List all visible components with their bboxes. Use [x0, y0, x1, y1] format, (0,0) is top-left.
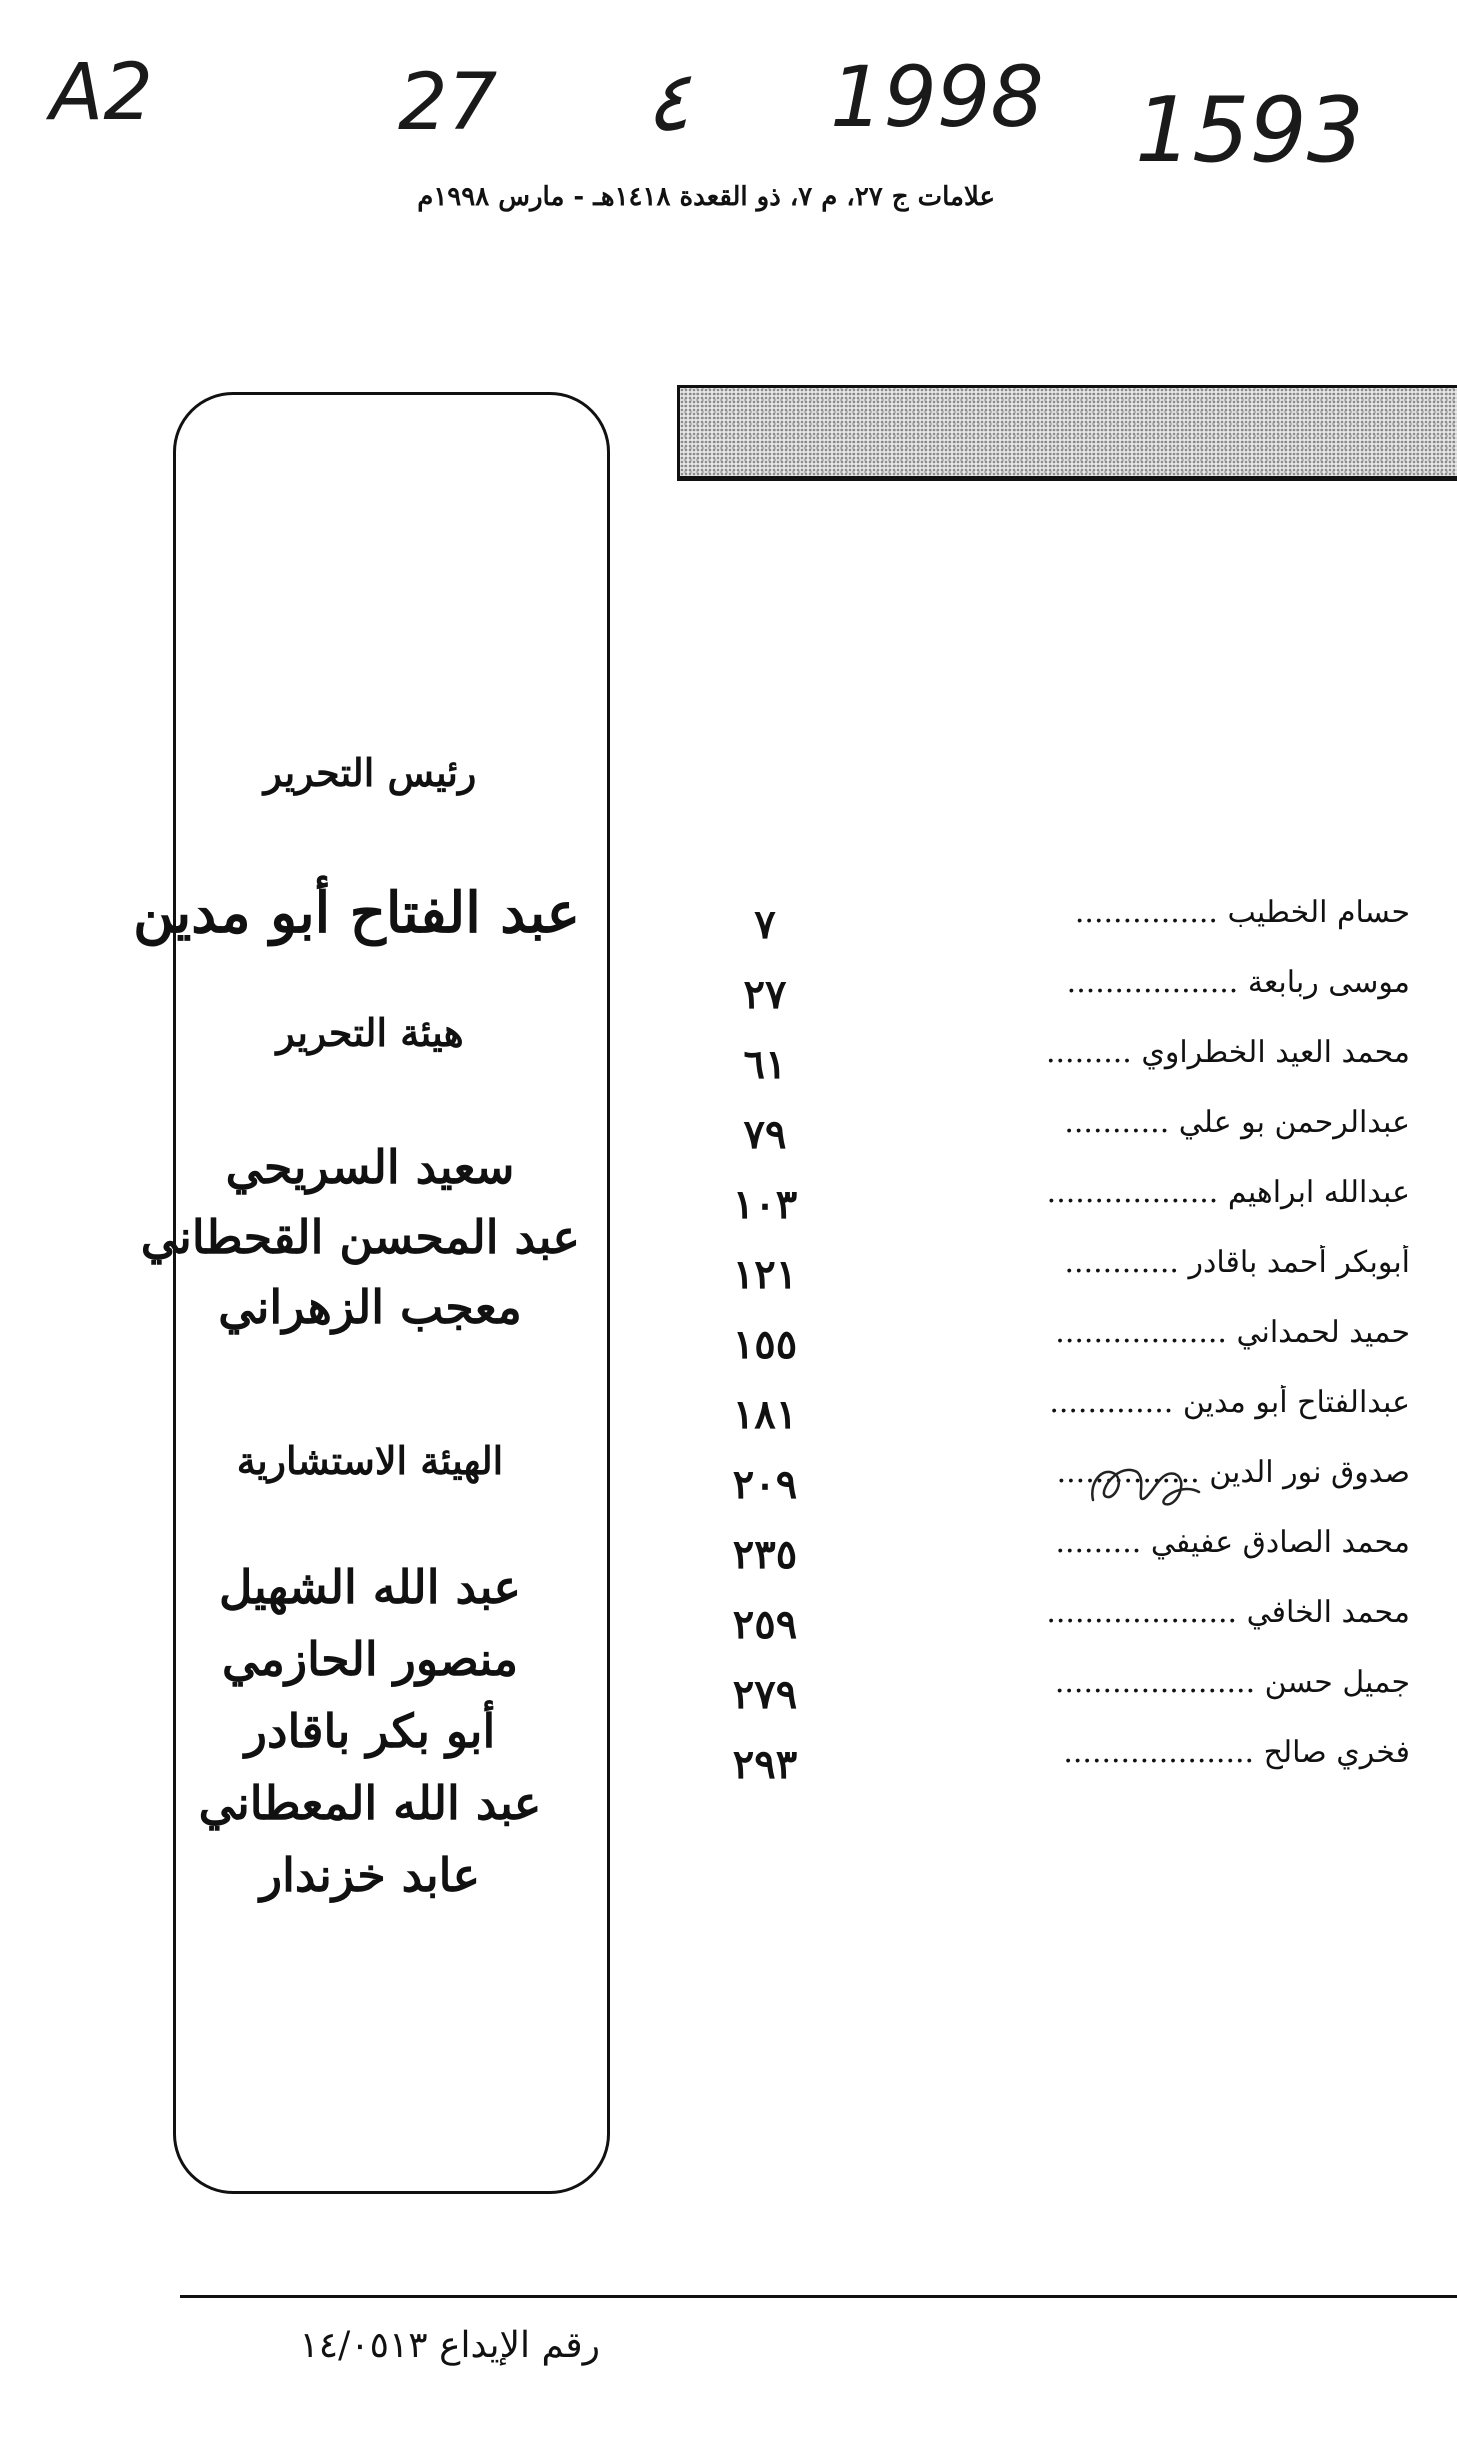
toc-author: أبوبكر أحمد باقادر ............: [1064, 1245, 1410, 1280]
table-of-contents: [690, 895, 1410, 1805]
advisory-board-title: الهيئة الاستشارية: [236, 1438, 504, 1483]
toc-page-number: ٢٩٣: [732, 1741, 798, 1788]
handwritten-date-year: 1998: [830, 48, 1044, 146]
toc-author: محمد الخافي ....................: [1046, 1595, 1410, 1630]
toc-row: [690, 1385, 1410, 1455]
toc-page-number: ١٨١: [732, 1391, 798, 1438]
toc-row: [690, 1175, 1410, 1245]
toc-page-number: ٧٩: [743, 1111, 787, 1158]
bottom-divider: [180, 2295, 1457, 2298]
handwritten-initials-mark: [1085, 1452, 1205, 1518]
toc-author: حميد لحمداني ..................: [1055, 1315, 1410, 1350]
editorial-board-member: عبد المحسن القحطاني: [140, 1210, 580, 1264]
toc-page-number: ٢٧: [743, 971, 787, 1018]
advisory-board-member: أبو بكر باقادر: [244, 1704, 496, 1758]
toc-author: عبدالرحمن بو علي ...........: [1064, 1105, 1410, 1140]
toc-row: [690, 1245, 1410, 1315]
toc-page-number: ١٠٣: [732, 1181, 798, 1228]
toc-row: [690, 1595, 1410, 1665]
toc-row: [690, 1665, 1410, 1735]
toc-page-number: ١٥٥: [732, 1321, 798, 1368]
handwritten-number: 1593: [1135, 78, 1365, 183]
toc-row: [690, 1035, 1410, 1105]
toc-author: عبدالله ابراهيم ..................: [1046, 1175, 1410, 1210]
editor-in-chief-title: رئيس التحرير: [263, 750, 477, 795]
toc-row: [690, 895, 1410, 965]
toc-row: [690, 1315, 1410, 1385]
toc-author: فخري صالح ....................: [1063, 1735, 1410, 1770]
advisory-board-member: عابد خزندار: [259, 1848, 481, 1902]
toc-author: موسى ربابعة ..................: [1066, 965, 1410, 1000]
toc-page-number: ٧: [754, 901, 776, 948]
toc-row: [690, 1525, 1410, 1595]
editor-in-chief-name: عبد الفتاح أبو مدين: [133, 880, 580, 946]
toc-row: [690, 1105, 1410, 1175]
toc-page-number: ٢٧٩: [732, 1671, 798, 1718]
deposit-number: رقم الإيداع ١٤/٠٥١٣: [299, 2325, 600, 2366]
toc-row: [690, 1455, 1410, 1525]
toc-page-number: ٢٥٩: [732, 1601, 798, 1648]
editorial-board-member: سعيد السريحي: [225, 1140, 515, 1194]
editorial-board-title: هيئة التحرير: [276, 1010, 464, 1055]
advisory-board-member: عبد الله المعطاني: [198, 1776, 542, 1830]
toc-row: [690, 965, 1410, 1035]
shaded-banner: [677, 385, 1457, 481]
toc-page-number: ١٢١: [732, 1251, 798, 1298]
toc-author: جميل حسن .....................: [1054, 1665, 1410, 1700]
toc-page-number: ٢٣٥: [732, 1531, 798, 1578]
handwritten-date-month: ٤: [645, 52, 691, 150]
toc-author: صدوق نور الدين ...............: [1056, 1455, 1410, 1490]
toc-page-number: ٢٠٩: [732, 1461, 798, 1508]
toc-page-number: ٦١: [743, 1041, 787, 1088]
toc-row: [690, 1735, 1410, 1805]
handwritten-code: A2: [50, 48, 153, 138]
handwritten-date-day: 27: [398, 58, 498, 148]
editorial-board-member: معجب الزهراني: [218, 1280, 522, 1334]
advisory-board-member: عبد الله الشهيل: [219, 1560, 521, 1614]
journal-citation: علامات ج ٢٧، م ٧، ذو القعدة ١٤١٨هـ - مارس ١٩٩٨م: [417, 182, 995, 212]
toc-author: حسام الخطيب ...............: [1074, 895, 1410, 930]
toc-author: عبدالفتاح أبو مدين .............: [1049, 1385, 1410, 1420]
advisory-board-member: منصور الحازمي: [221, 1632, 519, 1686]
toc-author: محمد الصادق عفيفي .........: [1055, 1525, 1410, 1560]
toc-author: محمد العيد الخطراوي .........: [1045, 1035, 1410, 1070]
